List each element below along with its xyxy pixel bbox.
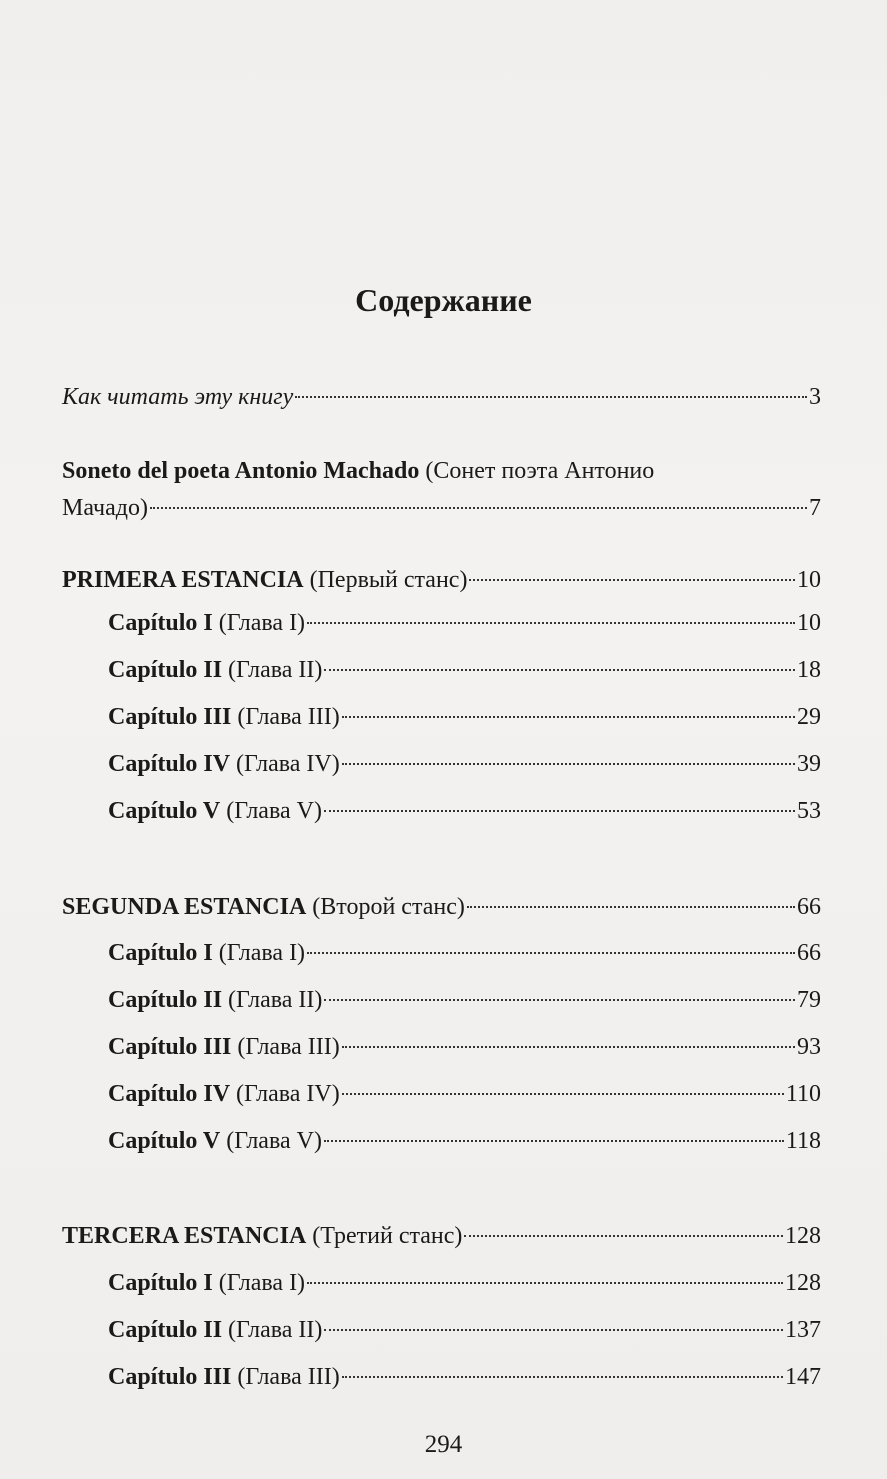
toc-chapter bbox=[108, 1077, 821, 1111]
toc-chapter bbox=[108, 747, 821, 781]
section-page: 66 bbox=[797, 894, 821, 920]
chapter-title-bold: Capítulo III bbox=[108, 1364, 232, 1390]
section-page: 128 bbox=[785, 1223, 821, 1249]
toc-entry-label-bold: Soneto del poeta Antonio Machado bbox=[62, 458, 420, 484]
toc-chapter bbox=[108, 983, 821, 1017]
chapter-page: 79 bbox=[797, 987, 821, 1013]
chapter-title-bold: Capítulo IV bbox=[108, 1081, 231, 1107]
leader-dots bbox=[307, 952, 795, 954]
leader-dots bbox=[324, 810, 795, 812]
chapter-page: 137 bbox=[785, 1317, 821, 1343]
toc-chapter bbox=[108, 936, 821, 970]
leader-dots bbox=[342, 763, 795, 765]
toc-chapter bbox=[108, 1360, 821, 1394]
leader-dots bbox=[464, 1235, 783, 1237]
leader-dots bbox=[324, 1329, 783, 1331]
chapter-title-bold: Capítulo I bbox=[108, 940, 213, 966]
toc-chapter bbox=[108, 1030, 821, 1064]
leader-dots bbox=[324, 1140, 784, 1142]
leader-dots bbox=[307, 622, 795, 624]
leader-dots bbox=[324, 999, 795, 1001]
toc-entry-intro bbox=[62, 380, 821, 414]
chapter-page: 93 bbox=[797, 1034, 821, 1060]
toc-chapter bbox=[108, 1313, 821, 1347]
section-title-rest: (Первый станс) bbox=[303, 567, 468, 593]
toc-chapter bbox=[108, 1124, 821, 1158]
chapter-page: 118 bbox=[785, 1128, 821, 1154]
chapter-title-bold: Capítulo II bbox=[108, 1317, 223, 1343]
toc-section-1 bbox=[62, 563, 821, 597]
chapter-title-bold: Capítulo II bbox=[108, 657, 223, 683]
toc-chapter bbox=[108, 700, 821, 734]
chapter-title-rest: (Глава IV) bbox=[230, 1081, 340, 1107]
chapter-title-rest: (Глава II) bbox=[222, 987, 323, 1013]
chapter-title-bold: Capítulo II bbox=[108, 987, 223, 1013]
toc-section-3 bbox=[62, 1219, 821, 1253]
toc-chapter bbox=[108, 1266, 821, 1300]
section-title-bold: TERCERA ESTANCIA bbox=[62, 1223, 307, 1249]
chapter-title-bold: Capítulo V bbox=[108, 1128, 221, 1154]
toc-entry-label: Как читать эту книгу bbox=[62, 384, 294, 410]
leader-dots bbox=[324, 669, 795, 671]
toc-section-2 bbox=[62, 890, 821, 924]
toc-entry-label-rest: (Сонет поэта Антонио bbox=[419, 458, 655, 484]
section-title-bold: SEGUNDA ESTANCIA bbox=[62, 894, 307, 920]
section-title-rest: (Второй станс) bbox=[306, 894, 465, 920]
leader-dots bbox=[342, 1093, 784, 1095]
chapter-page: 53 bbox=[797, 798, 821, 824]
toc-entry-sonnet-line1 bbox=[62, 454, 654, 488]
leader-dots bbox=[342, 1376, 783, 1378]
chapter-page: 39 bbox=[797, 751, 821, 777]
page-title: Содержание bbox=[355, 282, 532, 318]
chapter-page: 147 bbox=[785, 1364, 821, 1390]
chapter-title-bold: Capítulo I bbox=[108, 610, 213, 636]
chapter-title-bold: Capítulo I bbox=[108, 1270, 213, 1296]
chapter-title-rest: (Глава V) bbox=[220, 798, 322, 824]
chapter-page: 10 bbox=[797, 610, 821, 636]
chapter-page: 18 bbox=[797, 657, 821, 683]
chapter-title-rest: (Глава III) bbox=[231, 1364, 340, 1390]
chapter-title-rest: (Глава V) bbox=[220, 1128, 322, 1154]
chapter-title-rest: (Глава IV) bbox=[230, 751, 340, 777]
chapter-title-bold: Capítulo III bbox=[108, 1034, 232, 1060]
leader-dots bbox=[342, 1046, 795, 1048]
page-number: 294 bbox=[424, 1431, 463, 1458]
toc-chapter bbox=[108, 653, 821, 687]
toc-chapter bbox=[108, 606, 821, 640]
toc-entry-label: Мачадо) bbox=[62, 495, 148, 521]
toc-entry-page: 3 bbox=[809, 384, 821, 410]
leader-dots bbox=[467, 906, 795, 908]
chapter-title-bold: Capítulo IV bbox=[108, 751, 231, 777]
chapter-title-rest: (Глава II) bbox=[222, 657, 323, 683]
chapter-title-rest: (Глава I) bbox=[212, 1270, 306, 1296]
leader-dots bbox=[307, 1282, 783, 1284]
chapter-page: 110 bbox=[785, 1081, 821, 1107]
chapter-title-rest: (Глава III) bbox=[231, 1034, 340, 1060]
chapter-title-bold: Capítulo V bbox=[108, 798, 221, 824]
toc-entry-sonnet-line2 bbox=[62, 491, 821, 525]
chapter-page: 29 bbox=[797, 704, 821, 730]
toc-chapter bbox=[108, 794, 821, 828]
section-title-rest: (Третий станс) bbox=[306, 1223, 463, 1249]
chapter-title-rest: (Глава I) bbox=[212, 610, 306, 636]
leader-dots bbox=[150, 507, 807, 509]
leader-dots bbox=[342, 716, 795, 718]
section-page: 10 bbox=[797, 567, 821, 593]
chapter-title-rest: (Глава II) bbox=[222, 1317, 323, 1343]
leader-dots bbox=[469, 579, 795, 581]
section-title-bold: PRIMERA ESTANCIA bbox=[62, 567, 304, 593]
chapter-title-rest: (Глава III) bbox=[231, 704, 340, 730]
chapter-title-rest: (Глава I) bbox=[212, 940, 306, 966]
chapter-title-bold: Capítulo III bbox=[108, 704, 232, 730]
leader-dots bbox=[295, 396, 807, 398]
toc-entry-page: 7 bbox=[809, 495, 821, 521]
chapter-page: 66 bbox=[797, 940, 821, 966]
chapter-page: 128 bbox=[785, 1270, 821, 1296]
